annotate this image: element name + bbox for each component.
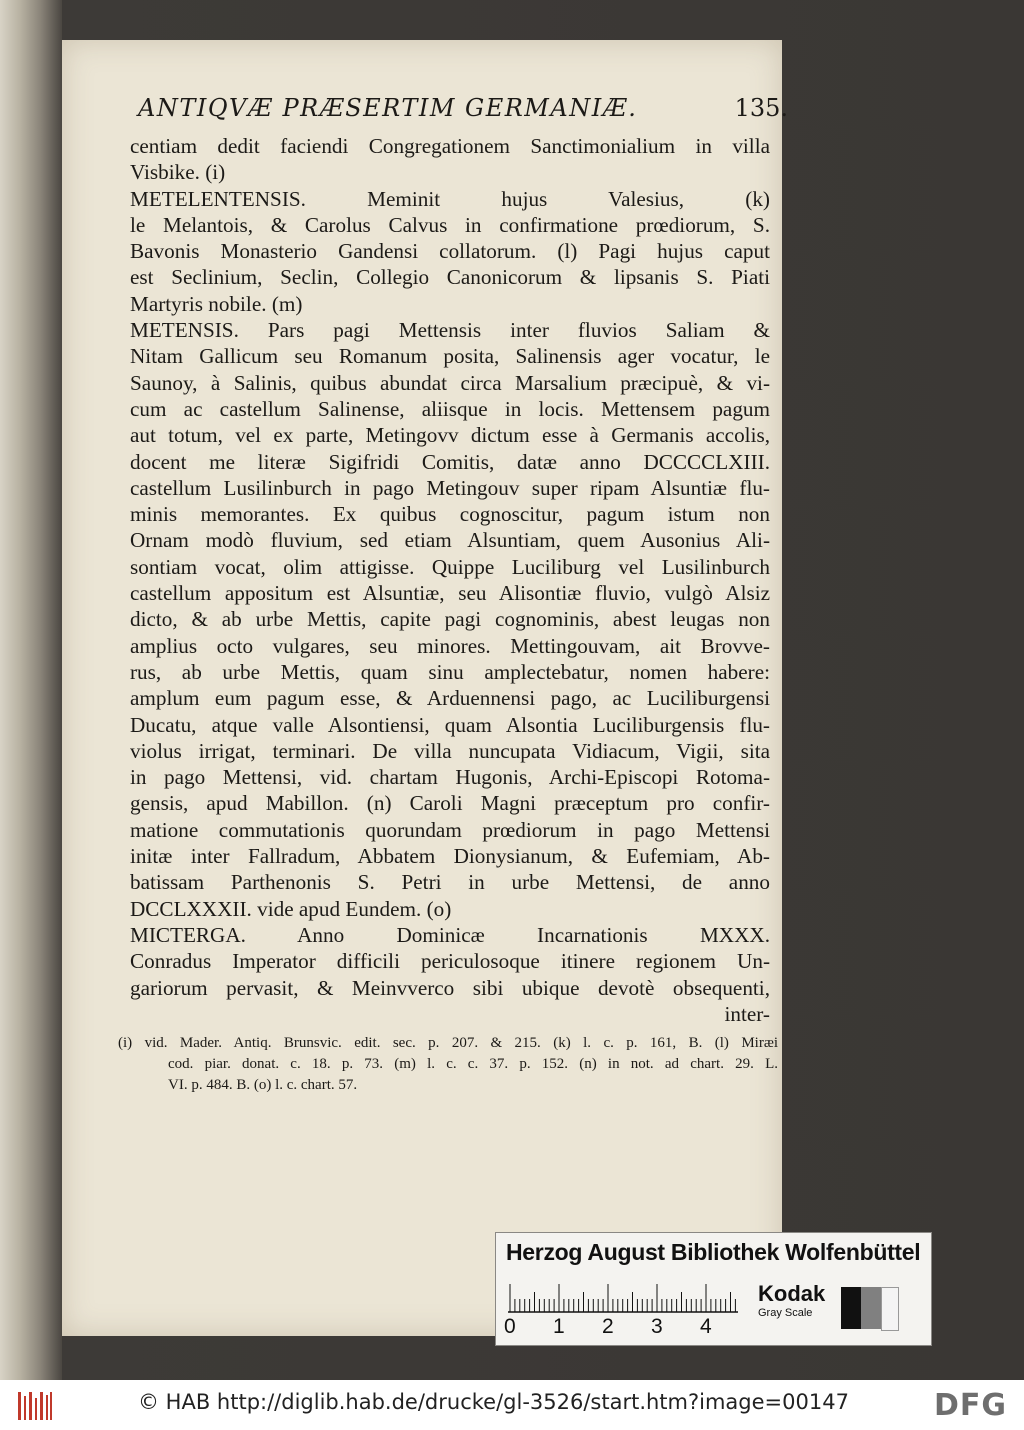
text-line: est Seclinium, Seclin, Collegio Canonicorum & lipsanis S. Piati xyxy=(130,265,770,290)
text-line: aut totum, vel ex parte, Metingovv dictum esse à Germanis accolis, xyxy=(130,423,770,448)
scale-ruler xyxy=(508,1283,738,1313)
text-line: Martyris nobile. (m) xyxy=(130,291,303,316)
text-line: batissam Parthenonis S. Petri in urbe Mettensi, de anno xyxy=(130,870,770,895)
running-head xyxy=(138,94,788,128)
text-line: Visbike. (i) xyxy=(130,160,226,185)
text-line: violus irrigat, terminari. De villa nuncupata Vidiacum, Vigii, sita xyxy=(130,738,770,763)
text-line: METENSIS. Pars pagi Mettensis inter fluvios Saliam & xyxy=(130,318,770,343)
text-line: Conradus Imperator difficili periculosoque itinere regionem Un- xyxy=(130,949,770,974)
ruler-number: 1 xyxy=(553,1315,565,1338)
text-line: MICTERGA. Anno Dominicæ Incarnationis MXXX. xyxy=(130,922,770,947)
text-line: sontiam vocat, olim attigisse. Quippe Luciliburg vel Lusilinburch xyxy=(130,554,770,579)
text-line: amplum eum pagum esse, & Arduennensi pago, ac Luciliburgensi xyxy=(130,686,770,711)
text-line: matione commutationis quorundam prœdiorum in pago Mettensi xyxy=(130,817,770,842)
text-line: in pago Mettensi, vid. chartam Hugonis, Archi-Episcopi Rotoma- xyxy=(130,765,770,790)
text-line: Ornam modò fluvium, sed etiam Alsuntiam, quem Ausonius Ali- xyxy=(130,528,770,553)
text-line: inter- xyxy=(724,1001,770,1026)
text-line: Nitam Gallicum seu Romanum posita, Salinensis ager vocatur, le xyxy=(130,344,770,369)
gray-swatch xyxy=(841,1287,861,1329)
text-line: gensis, apud Mabillon. (n) Caroli Magni præceptum pro confir- xyxy=(130,791,770,816)
footnotes xyxy=(118,1033,778,1096)
ruler-numbers xyxy=(504,1315,744,1339)
ruler-number: 3 xyxy=(651,1315,663,1338)
text-line: castellum Lusilinburch in pago Metingouv super ripam Alsuntiæ flu- xyxy=(130,475,770,500)
dfg-logo: DFG xyxy=(934,1388,1008,1423)
text-line: DCCLXXXII. vide apud Eundem. (o) xyxy=(130,896,452,921)
text-line: le Melantois, & Carolus Calvus in confirmatione prœdiorum, S. xyxy=(130,212,770,237)
gray-scale-label: Gray Scale xyxy=(758,1307,813,1319)
text-line: rus, ab urbe Mettis, quam sinu amplectebatur, nomen habere: xyxy=(130,659,770,684)
page-number: 135. xyxy=(734,94,788,122)
text-line: dicto, & ab urbe Mettis, capite pagi cognominis, abest leugas non xyxy=(130,607,770,632)
facing-page-edge xyxy=(0,0,62,1380)
running-head-title: ANTIQVÆ PRÆSERTIM GERMANIÆ. xyxy=(138,94,638,122)
text-line: gariorum pervasit, & Meinvverco sibi ubique devotè obsequenti, xyxy=(130,975,770,1000)
text-line: Saunoy, à Salinis, quibus abundat circa Marsalium præcipuè, & vi- xyxy=(130,370,770,395)
text-line: initæ inter Fallradum, Abbatem Dionysianum, & Eufemiam, Ab- xyxy=(130,844,770,869)
gray-scale-swatches xyxy=(841,1287,897,1329)
ruler-number: 2 xyxy=(602,1315,614,1338)
ruler-number: 4 xyxy=(700,1315,712,1338)
footnote-line: VI. p. 484. B. (o) l. c. chart. 57. xyxy=(168,1077,358,1093)
ruler-number: 0 xyxy=(504,1315,516,1338)
text-line: docent me literæ Sigifridi Comitis, datæ anno DCCCCLXIII. xyxy=(130,449,770,474)
gray-swatch xyxy=(861,1287,881,1329)
text-line: Ducatu, atque valle Alsontiensi, quam Alsontia Luciliburgensis flu- xyxy=(130,712,770,737)
text-line: castellum appositum est Alsuntiæ, seu Alisontiæ fluvio, vulgò Alsiz xyxy=(130,581,770,606)
copyright-url[interactable]: © HAB http://diglib.hab.de/drucke/gl-3526/start.htm?image=00147 xyxy=(138,1390,849,1414)
footnote-line: (i) vid. Mader. Antiq. Brunsvic. edit. sec. p. 207. & 215. (k) l. c. p. 161, B. (l) Miræi xyxy=(118,1035,778,1051)
text-line: centiam dedit faciendi Congregationem Sanctimonialium in villa xyxy=(130,134,770,158)
gray-swatch xyxy=(881,1287,899,1331)
text-line: METELENTENSIS. Meminit hujus Valesius, (k) xyxy=(130,186,770,211)
barcode-icon xyxy=(18,1392,52,1420)
footer-bar xyxy=(0,1380,1024,1430)
library-label-card xyxy=(495,1232,932,1346)
body-text xyxy=(130,133,770,1027)
text-line: Bavonis Monasterio Gandensi collatorum. (l) Pagi hujus caput xyxy=(130,239,770,264)
kodak-logo: Kodak xyxy=(758,1281,826,1306)
text-line: minis memorantes. Ex quibus cognoscitur, pagum istum non xyxy=(130,502,770,527)
library-name: Herzog August Bibliothek Wolfenbüttel xyxy=(506,1239,921,1265)
text-line: cum ac castellum Salinense, aliisque in locis. Mettensem pagum xyxy=(130,396,770,421)
text-line: amplius octo vulgares, seu minores. Mettingouvam, ait Brovve- xyxy=(130,633,770,658)
footnote-line: cod. piar. donat. c. 18. p. 73. (m) l. c. c. 37. p. 152. (n) in not. ad chart. 29. L. xyxy=(168,1056,778,1072)
